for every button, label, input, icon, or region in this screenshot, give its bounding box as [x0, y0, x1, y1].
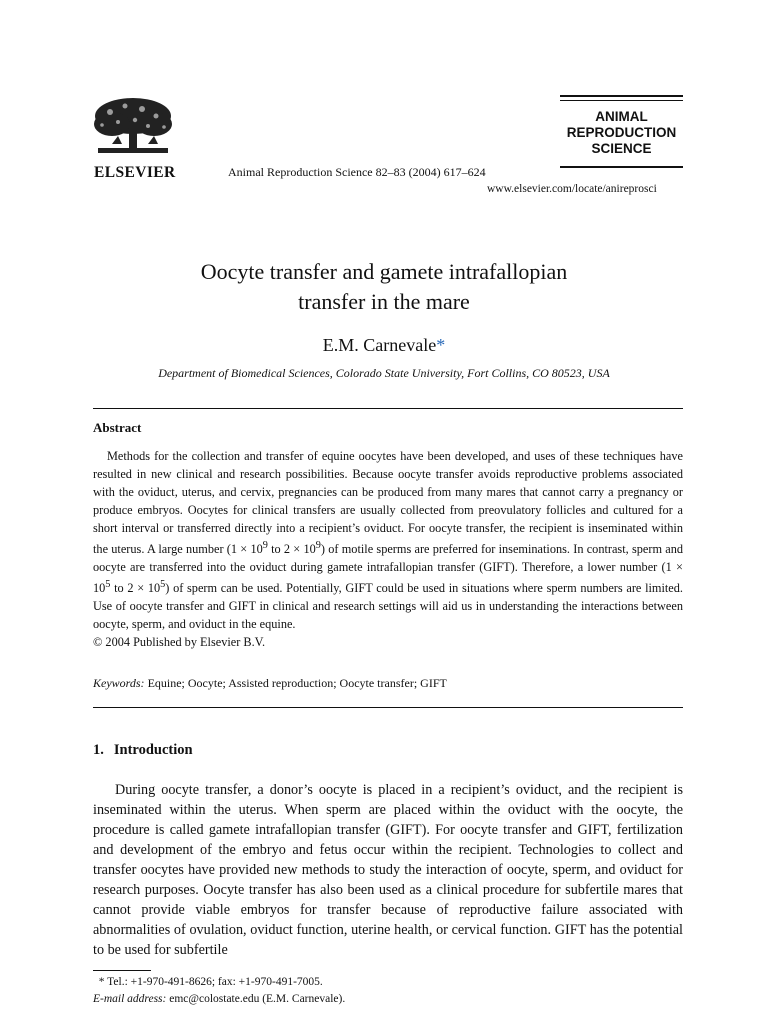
- footnote-contact-text: Tel.: +1-970-491-8626; fax: +1-970-491-7005.: [107, 976, 323, 988]
- copyright-notice: © 2004 Published by Elsevier B.V.: [93, 635, 266, 650]
- abstract-text-part-1: Methods for the collection and transfer of equine oocytes have been developed, and uses of these techniques have resulted in new clinical and research possibilities. Because oocyte transfer avoids reproductive problems associated with the oviduct, uterus, and cervix, pregnancies can be produced from many mares that cannot carry a pregnancy or produce embryos. Oocytes for clinical transfers are usually collected from preovulatory follicles and cultured for a short interval or transferred directly into a recipient’s oviduct. For oocyte transfer, the recipient is inseminated within the uterus. A large number (1 × 10: [93, 449, 683, 557]
- author-affiliation: Department of Biomedical Sciences, Colorado State University, Fort Collins, CO 80523, USA: [158, 366, 610, 380]
- elsevier-tree-logo-icon: [90, 94, 176, 156]
- divider-top: [93, 408, 683, 409]
- section-number: 1.: [93, 742, 104, 758]
- abstract-text-part-4: to 2 × 10: [110, 581, 161, 596]
- abstract-exponent-4: 5: [160, 579, 166, 591]
- abstract-text-part-3: ) of motile sperms are preferred for inseminations. In contrast, sperm and oocyte are transferred into the oviduct during gamete intrafallopian transfer (GIFT). Therefore, a lower number (1 × 10: [93, 542, 683, 596]
- journal-title-box: [560, 95, 683, 168]
- author-name: E.M. Carnevale: [322, 335, 437, 355]
- journal-citation: Animal Reproduction Science 82–83 (2004) 617–624: [228, 165, 486, 179]
- article-title-line-1: Oocyte transfer and gamete intrafallopian: [200, 259, 568, 284]
- divider-bottom: [93, 707, 683, 708]
- journal-title-line-3: SCIENCE: [591, 141, 652, 156]
- keywords-value: Equine; Oocyte; Assisted reproduction; Oocyte transfer; GIFT: [147, 676, 447, 690]
- introduction-body: [93, 780, 683, 960]
- keywords-label: Keywords:: [93, 676, 145, 690]
- article-title: [0, 257, 768, 317]
- abstract-body: [93, 447, 683, 651]
- email-link[interactable]: emc@colostate.edu (E.M. Carnevale).: [169, 993, 346, 1005]
- publisher-name: ELSEVIER: [94, 164, 176, 181]
- author-line: [0, 335, 768, 356]
- footnote-rule: [93, 970, 151, 971]
- journal-rule-second: [560, 100, 683, 101]
- journal-rule-bottom: [560, 166, 683, 168]
- keywords: [93, 676, 447, 691]
- abstract-text: [93, 447, 683, 633]
- author-footnote-link[interactable]: *: [436, 335, 446, 355]
- journal-url-link[interactable]: www.elsevier.com/locate/anireprosci: [487, 183, 657, 195]
- abstract-exponent-2: 9: [315, 540, 321, 551]
- footnote-contact: [93, 976, 323, 988]
- journal-title-line-1: ANIMAL: [595, 109, 648, 124]
- footnote-mark: *: [98, 976, 105, 988]
- email-label: E-mail address:: [93, 993, 167, 1005]
- introduction-paragraph: During oocyte transfer, a donor’s oocyte is placed in a recipient’s oviduct, and the recipient is inseminated within the uterus. When sperm are placed within the oviduct with the oocyte, the procedure is called gamete intrafallopian transfer (GIFT). For oocyte transfer and GIFT, fertilization and development of the embryo and fetus occur within the recipient. Technologies to collect and transfer oocytes have provided new methods to study the interaction of oocyte, sperm, and oviduct for research purposes. Oocyte transfer has also been used as a clinical procedure for subfertile mares that cannot provide viable embryos for transfer because of reproductive failure associated with abnormalities of ovulation, oviduct function, uterine health, or cervical function. GIFT has the potential to be used for subfertile: [93, 782, 683, 958]
- journal-title-line-2: REPRODUCTION: [566, 125, 677, 140]
- footnote-email: [93, 993, 345, 1005]
- journal-title: [560, 109, 683, 157]
- article-title-line-2: transfer in the mare: [298, 289, 470, 314]
- abstract-text-part-2: to 2 × 10: [267, 542, 316, 557]
- abstract-exponent-3: 5: [105, 579, 111, 591]
- abstract-heading: Abstract: [93, 420, 142, 435]
- journal-rule-top: [560, 95, 683, 97]
- section-title: Introduction: [113, 742, 193, 758]
- abstract-text-part-5: ) of sperm can be used. Potentially, GIFT could be used in situations where sperm numbers are limited. Use of oocyte transfer and GIFT in clinical and research settings will aid us in understanding the interactions between oocyte, sperm, and oviduct in the equine.: [93, 581, 683, 632]
- abstract-exponent-1: 9: [262, 540, 268, 551]
- section-heading-introduction: [93, 742, 193, 759]
